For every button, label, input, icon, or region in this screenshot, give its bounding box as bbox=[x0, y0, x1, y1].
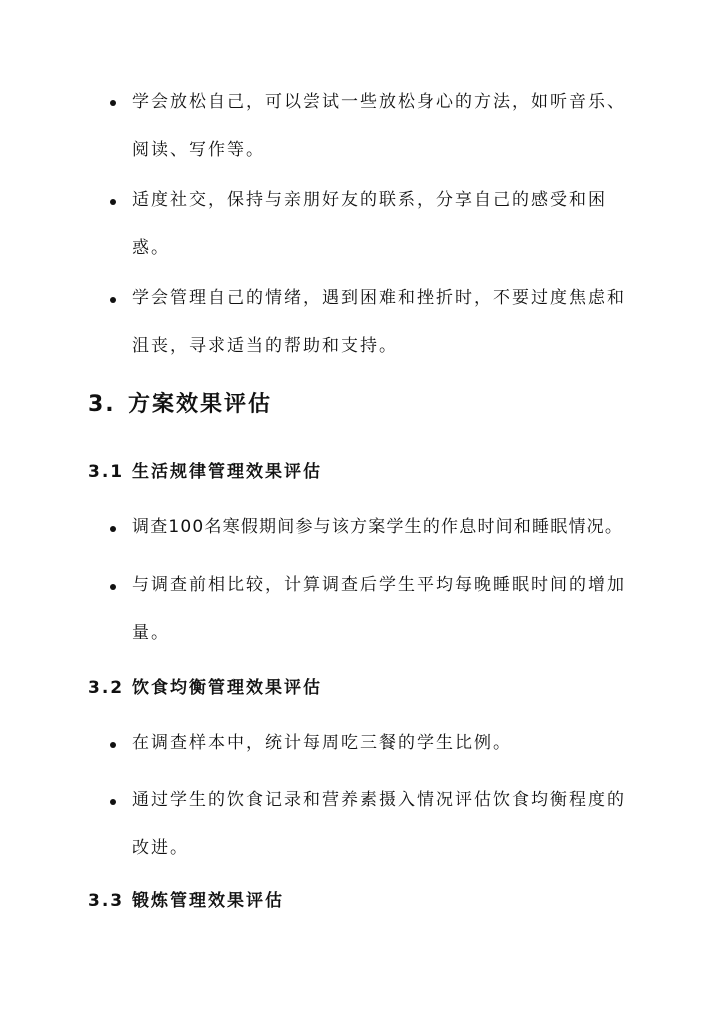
bullet-marker bbox=[110, 199, 116, 205]
subsection-title: 生活规律管理效果评估 bbox=[132, 462, 322, 482]
bullet-marker bbox=[110, 584, 116, 590]
list-item: 通过学生的饮食记录和营养素摄入情况评估饮食均衡程度的改进。 bbox=[132, 790, 626, 858]
section-title: 方案效果评估 bbox=[128, 392, 273, 417]
subsection-heading bbox=[88, 457, 322, 482]
subsection-number: 3.2 bbox=[88, 678, 125, 698]
bullet-marker bbox=[110, 742, 116, 748]
bullet-marker bbox=[110, 297, 116, 303]
list-item: 调查100名寒假期间参与该方案学生的作息时间和睡眠情况。 bbox=[132, 517, 624, 537]
list-item: 学会管理自己的情绪，遇到困难和挫折时，不要过度焦虑和沮丧，寻求适当的帮助和支持。 bbox=[132, 288, 626, 356]
section-heading bbox=[88, 387, 272, 418]
bullet-marker bbox=[110, 526, 116, 532]
section-number: 3. bbox=[88, 392, 116, 417]
bullet-marker bbox=[110, 799, 116, 805]
list-item: 在调查样本中，统计每周吃三餐的学生比例。 bbox=[132, 733, 512, 753]
subsection-heading bbox=[88, 886, 284, 911]
list-item: 与调查前相比较，计算调查后学生平均每晚睡眠时间的增加量。 bbox=[132, 575, 626, 643]
subsection-heading bbox=[88, 673, 322, 698]
subsection-number: 3.1 bbox=[88, 462, 125, 482]
subsection-number: 3.3 bbox=[88, 891, 125, 911]
subsection-title: 饮食均衡管理效果评估 bbox=[132, 678, 322, 698]
bullet-marker bbox=[110, 100, 116, 106]
list-item: 适度社交，保持与亲朋好友的联系，分享自己的感受和困惑。 bbox=[132, 190, 607, 258]
subsection-title: 锻炼管理效果评估 bbox=[132, 891, 284, 911]
list-item: 学会放松自己，可以尝试一些放松身心的方法，如听音乐、阅读、写作等。 bbox=[132, 92, 626, 160]
